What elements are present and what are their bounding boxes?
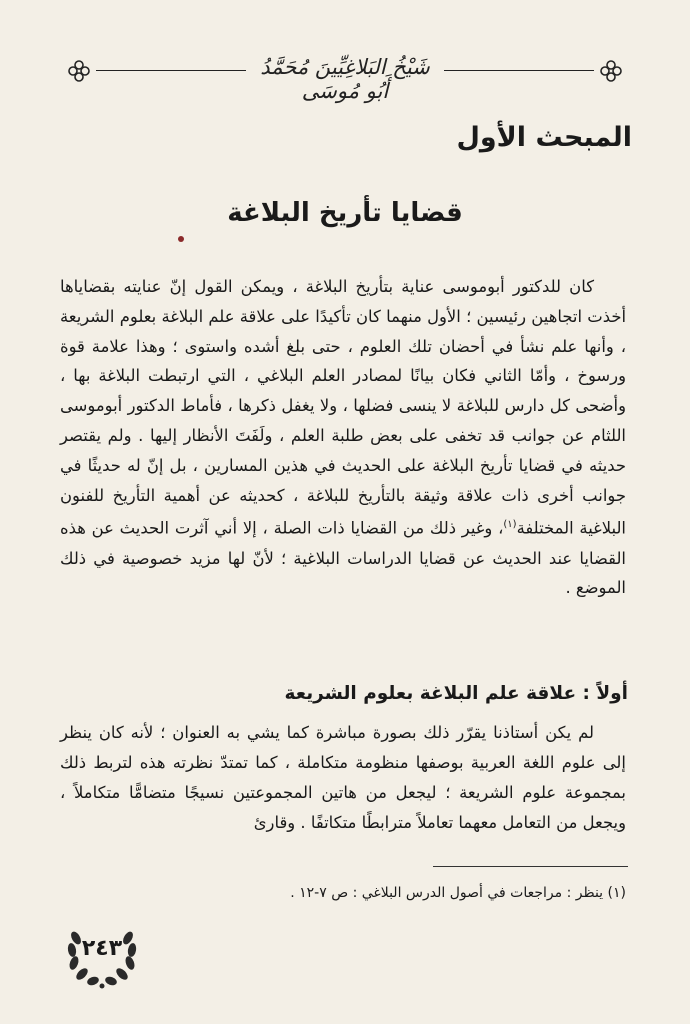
- paragraph-text: كان للدكتور أبوموسى عناية بتأريخ البلاغة ، ويمكن القول إنّ عنايته بقضاياها أخذت اتجاهين رئيسين ؛ الأول منهما كان تأكيدًا على علاقة علم البلاغة بعلوم الشريعة ، وأنها علم نشأ في أحضان تلك العلوم ، حتى بلغ أشده واستوى ؛ وهذا علامة قوة ورسوخ ، وأمّا الثاني فكان بيانًا لمصادر العلم البلاغي ، التي ارتبطت البلاغة بها ، وأضحى كل دارس للبلاغة لا ينسى فضلها ، ولا يغفل ذكرها ، فأماط الدكتور أبوموسى اللثام عن جوانب قد تخفى على بعض طلبة العلم ، ولَفَتَ الأنظار إليها . ولم يقتصر حديثه في قضايا تأريخ البلاغة على الحديث في هذين المسارين ، بل إنّ له حديثًا في جوانب أخرى ذات علاقة وثيقة بالتأريخ للبلاغة ، كحديثه عن أهمية التأريخ للفنون البلاغية المختلفة: [60, 277, 626, 538]
- header-rule-right: [444, 70, 594, 71]
- body-paragraph-2: [60, 718, 626, 838]
- footnote: (١) ينظر : مراجعات في أصول الدرس البلاغي : ص ٧-١٢ .: [290, 885, 626, 901]
- ornament-knot-icon: [66, 58, 92, 84]
- ink-speck: [178, 236, 184, 242]
- footnote-marker: (١): [503, 519, 517, 531]
- chapter-title: المبحث الأول: [456, 122, 632, 153]
- section-title: قضايا تأريخ البلاغة: [227, 198, 463, 228]
- footnote-separator: [433, 866, 628, 867]
- body-paragraph-1: [60, 272, 626, 603]
- running-title: شَيْخُ البَلاغِيِّينَ مُحَمَّدُ أَبُو مُوسَى: [260, 55, 430, 103]
- subsection-heading: أولاً : علاقة علم البلاغة بعلوم الشريعة: [284, 683, 628, 704]
- page-number: ٢٤٣: [81, 936, 123, 961]
- page-number-badge: [62, 918, 142, 990]
- paragraph-text-end: ، وغير ذلك من القضايا ذات الصلة ، إلا أني آثرت الحديث عن هذه القضايا عند الحديث عن قضايا الدراسات البلاغية ؛ لأنّ لها مزيد خصوصية في ذلك الموضع .: [60, 518, 626, 598]
- header-rule-left: [96, 70, 246, 71]
- ornament-knot-icon: [598, 58, 624, 84]
- paragraph-text: لم يكن أستاذنا يقرّر ذلك بصورة مباشرة كما يشي به العنوان ؛ لأنه كان ينظر إلى علوم اللغة العربية بوصفها منظومة متكاملة ، كما تمتدّ نظرته هذه لتربط ذلك بمجموعة علوم الشريعة ؛ ليجعل من هاتين المجموعتين نسيجًا متضامًّا متكاملاً ، ويجعل من التعامل معهما تعاملاً مترابطًا متكاتفًا . وقارئ: [60, 723, 626, 832]
- running-header: [62, 52, 628, 103]
